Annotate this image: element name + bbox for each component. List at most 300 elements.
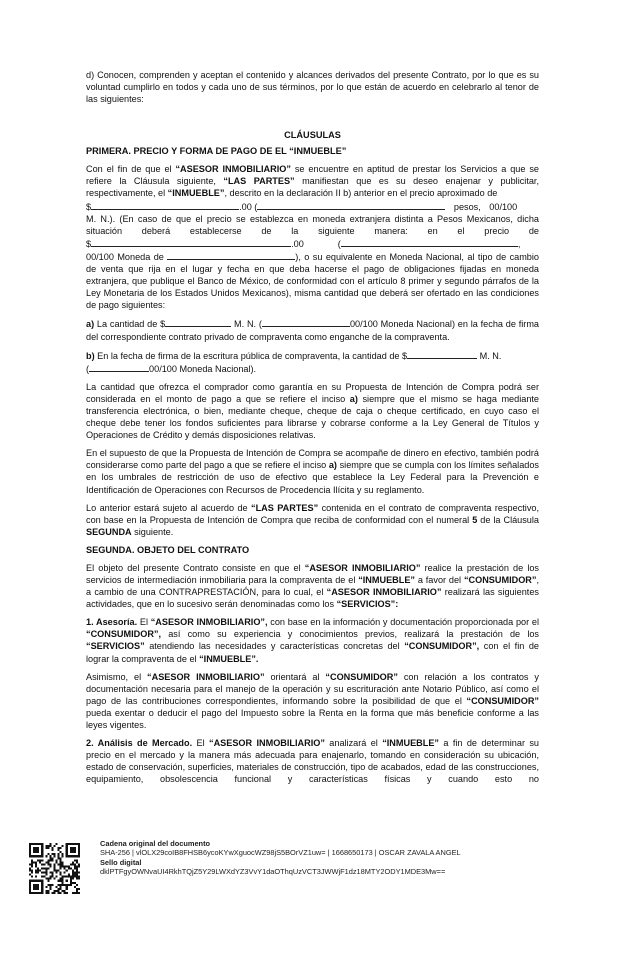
qr-module (29, 882, 31, 884)
qr-module (72, 892, 74, 894)
qr-module (62, 861, 64, 863)
qr-module (68, 884, 70, 886)
qr-module (51, 884, 53, 886)
qr-module (78, 865, 80, 867)
qr-module (70, 843, 72, 845)
qr-module (31, 870, 33, 872)
qr-module (53, 878, 55, 880)
qr-module (31, 872, 33, 874)
qr-module (66, 876, 68, 878)
qr-module (70, 880, 72, 882)
qr-module (49, 888, 51, 890)
qr-module (45, 870, 47, 872)
qr-module (37, 855, 39, 857)
qr-module (39, 861, 41, 863)
qr-module (53, 890, 55, 892)
qr-module (66, 892, 68, 894)
qr-module (53, 863, 55, 865)
qr-module (49, 855, 51, 857)
qr-module (78, 847, 80, 849)
qr-module (76, 859, 78, 861)
qr-module (62, 853, 64, 855)
qr-module (37, 867, 39, 869)
qr-module (72, 851, 74, 853)
qr-module (29, 847, 31, 849)
qr-module (64, 872, 66, 874)
qr-module (31, 861, 33, 863)
qr-module (56, 859, 58, 861)
qr-module (62, 884, 64, 886)
qr-module (31, 892, 33, 894)
qr-module (56, 870, 58, 872)
qr-module (70, 849, 72, 851)
qr-module (66, 845, 68, 847)
qr-module (29, 886, 31, 888)
qr-module (33, 851, 35, 853)
qr-module (31, 855, 33, 857)
qr-module (47, 853, 49, 855)
qr-module (31, 843, 33, 845)
qr-module (72, 882, 74, 884)
qr-module (74, 859, 76, 861)
qr-module (58, 847, 60, 849)
qr-module (72, 874, 74, 876)
qr-module (47, 880, 49, 882)
qr-module (58, 890, 60, 892)
qr-module (31, 876, 33, 878)
qr-module (76, 855, 78, 857)
qr-module (53, 855, 55, 857)
qr-module (60, 878, 62, 880)
qr-module (49, 884, 51, 886)
cadena-value: SHA-256 | vlOLX29coIB8FHSB6ycoKYwXguocWZ98jS5BOrVZ1uw= | 1668650173 | OSCAR ZAVALA ANGEL (100, 848, 461, 858)
qr-module (29, 892, 31, 894)
qr-module (49, 859, 51, 861)
qr-module (70, 863, 72, 865)
qr-module (53, 867, 55, 869)
qr-module (31, 863, 33, 865)
qr-module (35, 843, 37, 845)
qr-module (39, 855, 41, 857)
qr-module (33, 892, 35, 894)
qr-module (33, 884, 35, 886)
qr-module (66, 870, 68, 872)
qr-module (72, 872, 74, 874)
qr-module (60, 886, 62, 888)
qr-module (33, 847, 35, 849)
qr-module (62, 865, 64, 867)
qr-module (51, 857, 53, 859)
qr-module (60, 851, 62, 853)
qr-module (66, 855, 68, 857)
qr-module (41, 882, 43, 884)
qr-module (29, 849, 31, 851)
cash-paragraph: En el supuesto de que la Propuesta de Intención de Compra se acompañe de dinero en efectivo, también podrá considerarse como parte del pago a que se refiere el inciso a) siempre que se cumpla con los límites señalados en los umbrales de restricción de uso de efectivo que establece la Ley Federal para la Prevención e Identificación de Operaciones con Recursos de Procedencia Ilícita y su reglamento. (86, 448, 539, 495)
qr-module (56, 861, 58, 863)
qr-module (35, 870, 37, 872)
qr-module (64, 865, 66, 867)
qr-module (60, 867, 62, 869)
qr-module (41, 853, 43, 855)
qr-module (74, 863, 76, 865)
qr-module (49, 863, 51, 865)
qr-module (76, 884, 78, 886)
qr-module (72, 861, 74, 863)
qr-module (39, 880, 41, 882)
qr-module (35, 884, 37, 886)
primera-heading: PRIMERA. PRECIO Y FORMA DE PAGO DE EL “INMUEBLE” (86, 146, 347, 157)
qr-module (72, 847, 74, 849)
qr-module (76, 876, 78, 878)
qr-module (66, 888, 68, 890)
qr-module (51, 874, 53, 876)
qr-module (74, 876, 76, 878)
qr-module (41, 872, 43, 874)
qr-module (58, 863, 60, 865)
qr-module (56, 886, 58, 888)
qr-module (62, 878, 64, 880)
qr-module (58, 855, 60, 857)
sello-label: Sello digital (100, 857, 142, 867)
qr-module (35, 888, 37, 890)
qr-module (76, 843, 78, 845)
qr-module (66, 847, 68, 849)
qr-module (41, 845, 43, 847)
qr-module (74, 855, 76, 857)
qr-module (29, 880, 31, 882)
qr-module (58, 888, 60, 890)
qr-module (72, 855, 74, 857)
qr-module (29, 843, 31, 845)
qr-module (53, 865, 55, 867)
qr-module (29, 888, 31, 890)
digital-signature-block (100, 839, 540, 877)
qr-module (78, 878, 80, 880)
currency-blank[interactable] (167, 250, 295, 260)
qr-module (41, 876, 43, 878)
qr-module (78, 855, 80, 857)
qr-module (45, 845, 47, 847)
qr-module (49, 872, 51, 874)
qr-module (60, 892, 62, 894)
qr-module (53, 870, 55, 872)
qr-module (74, 867, 76, 869)
qr-module (68, 865, 70, 867)
qr-module (33, 843, 35, 845)
qr-module (76, 890, 78, 892)
qr-module (70, 876, 72, 878)
qr-module (49, 857, 51, 859)
qr-module (76, 892, 78, 894)
qr-module (35, 863, 37, 865)
qr-module (43, 876, 45, 878)
qr-module (31, 865, 33, 867)
qr-module (33, 888, 35, 890)
qr-module (78, 849, 80, 851)
asesoria-paragraph: 1. Asesoría. El “ASESOR INMOBILIARIO”, con base en la información y documentación proporcionada por el “CONSUMIDOR”, así como su experiencia y conocimientos previos, realizará la prestación de los “SERVICIOS” atendiendo las necesidades y características concretas del “CONSUMIDOR”, con el fin de lograr la compraventa de el “INMUEBLE”. (86, 617, 539, 664)
qr-module (76, 878, 78, 880)
qr-module (35, 886, 37, 888)
qr-module (51, 892, 53, 894)
qr-module (62, 845, 64, 847)
qr-module (78, 892, 80, 894)
qr-module (29, 890, 31, 892)
qr-module (78, 863, 80, 865)
qr-module (33, 886, 35, 888)
qr-module (74, 892, 76, 894)
qr-module (41, 888, 43, 890)
guarantee-paragraph: La cantidad que ofrezca el comprador como garantía en su Propuesta de Intención de Compra podrá ser considerada en el monto de pago a que se refiere el inciso a) siempre que el mismo se haga mediante transferencia electrónica, o bien, mediante cheque, cheque de caja o cheque certificado, en cuyo caso el cheque debe tener los fondos suficientes para librarse y cobrarse conforme a la Ley General de Títulos y Operaciones de Crédito y demás disposiciones relativas. (86, 381, 539, 441)
qr-module (33, 849, 35, 851)
qr-module (64, 884, 66, 886)
qr-module (58, 857, 60, 859)
qr-module (45, 892, 47, 894)
qr-module (41, 886, 43, 888)
qr-module (45, 855, 47, 857)
qr-module (56, 876, 58, 878)
qr-module (76, 867, 78, 869)
qr-module (45, 861, 47, 863)
qr-module (66, 843, 68, 845)
qr-module (60, 880, 62, 882)
qr-module (51, 853, 53, 855)
qr-module (47, 861, 49, 863)
qr-module (68, 876, 70, 878)
qr-module (72, 863, 74, 865)
qr-module (45, 890, 47, 892)
qr-module (41, 880, 43, 882)
qr-module (56, 890, 58, 892)
qr-module (29, 855, 31, 857)
qr-module (68, 843, 70, 845)
intro-paragraph: d) Conocen, comprenden y aceptan el contenido y alcances derivados del presente Contrato, por lo que es su voluntad cumplirlo en todos y cada uno de sus términos, por lo que están de acuerdo en celebrarlo al tenor de las siguientes: (86, 70, 539, 105)
qr-module (35, 872, 37, 874)
qr-module (37, 847, 39, 849)
qr-module (66, 865, 68, 867)
qr-module (72, 878, 74, 880)
item-b-words-blank[interactable] (89, 362, 149, 372)
qr-module (60, 872, 62, 874)
primera-price-paragraph: Con el fin de que el “ASESOR INMOBILIARIO” se encuentre en aptitud de prestar los Servicios a que se refiere la Cláusula siguiente, “LAS PARTES” manifiestan que es su deseo enajenar y publicitar, respectivamente, el “INMUEBLE”, descrito en la declaración II b) anterior en el precio aproximado de $ .00 ( pesos, 00/100 M. N.). (En caso de que el precio se establezca en moneda extranjera distinta a Pesos Mexicanos, dicha situación deberá establecerse de la siguiente manera: en el precio de $ .00 ( , 00/100 Moneda de ), o su equivalente en Moneda Nacional, al tipo de cambio de venta que rija en el lugar y fecha en que deba hacerse el pago de obligaciones fijadas en moneda extranjera, que publique el Banco de México, de conformidad con el artículo 8 primer y segundo párrafos de la Ley Monetaria de los Estados Unidos Mexicanos), misma cantidad que deberá ser ofertado en las condiciones de pago siguientes: (86, 164, 540, 311)
qr-module (41, 884, 43, 886)
qr-module (78, 853, 80, 855)
qr-module (60, 888, 62, 890)
sello-value: dklPTFgyOWNvaUI4RkhTQjZ5Y29LWXdYZ3VvY1daOThqUzVCT3JWWjF1dz18MTY2ODY1MDE3Mw== (100, 867, 446, 877)
qr-module (47, 867, 49, 869)
qr-module (33, 855, 35, 857)
qr-module (74, 843, 76, 845)
qr-module (29, 845, 31, 847)
qr-module (41, 859, 43, 861)
price-words-blank[interactable] (257, 200, 445, 210)
qr-module (35, 876, 37, 878)
qr-module (29, 867, 31, 869)
segunda-heading: SEGUNDA. OBJETO DEL CONTRATO (86, 544, 250, 555)
qr-module (29, 851, 31, 853)
item-a-amount-blank[interactable] (165, 317, 231, 327)
qr-module (76, 888, 78, 890)
qr-module (72, 843, 74, 845)
qr-module (37, 886, 39, 888)
qr-module (60, 861, 62, 863)
qr-module (41, 849, 43, 851)
qr-module (43, 863, 45, 865)
qr-module (64, 892, 66, 894)
qr-module (33, 861, 35, 863)
qr-module (58, 892, 60, 894)
qr-module (47, 847, 49, 849)
qr-module (64, 867, 66, 869)
qr-module (60, 863, 62, 865)
qr-module (43, 867, 45, 869)
qr-module (76, 870, 78, 872)
qr-module (56, 872, 58, 874)
qr-module (33, 880, 35, 882)
cadena-label: Cadena original del documento (100, 839, 211, 848)
qr-module (37, 892, 39, 894)
qr-module (39, 892, 41, 894)
qr-module (70, 847, 72, 849)
qr-module (74, 874, 76, 876)
qr-module (74, 865, 76, 867)
qr-module (53, 853, 55, 855)
qr-module (51, 849, 53, 851)
qr-module (29, 863, 31, 865)
qr-module (39, 843, 41, 845)
qr-module (60, 874, 62, 876)
qr-module (76, 874, 78, 876)
qr-module (37, 880, 39, 882)
qr-module (68, 855, 70, 857)
qr-module (37, 872, 39, 874)
qr-module (74, 849, 76, 851)
qr-module (72, 849, 74, 851)
qr-module (35, 892, 37, 894)
qr-module (37, 888, 39, 890)
qr-module (66, 851, 68, 853)
qr-module (29, 870, 31, 872)
qr-module (41, 847, 43, 849)
qr-module (70, 851, 72, 853)
qr-module (35, 849, 37, 851)
qr-module (66, 886, 68, 888)
qr-module (49, 843, 51, 845)
qr-module (62, 880, 64, 882)
qr-module (58, 849, 60, 851)
qr-module (74, 886, 76, 888)
qr-module (74, 882, 76, 884)
qr-module (72, 876, 74, 878)
qr-module (76, 861, 78, 863)
qr-module (31, 880, 33, 882)
qr-module (78, 843, 80, 845)
qr-module (68, 867, 70, 869)
qr-module (74, 872, 76, 874)
qr-module (39, 859, 41, 861)
qr-module (47, 878, 49, 880)
qr-module (29, 884, 31, 886)
qr-module (35, 880, 37, 882)
foreign-price-blank[interactable] (91, 237, 291, 247)
price-amount-blank[interactable] (91, 200, 239, 210)
qr-module (62, 855, 64, 857)
qr-module (66, 880, 68, 882)
qr-module (66, 884, 68, 886)
qr-module (60, 857, 62, 859)
qr-module (74, 851, 76, 853)
foreign-price-words-blank[interactable] (341, 237, 518, 247)
qr-module (58, 880, 60, 882)
qr-module (66, 849, 68, 851)
qr-module (45, 878, 47, 880)
contract-page (86, 69, 539, 786)
qr-module (70, 878, 72, 880)
qr-module (47, 863, 49, 865)
item-a-words-blank[interactable] (262, 317, 350, 327)
qr-module (45, 867, 47, 869)
qr-module (64, 890, 66, 892)
qr-module (41, 892, 43, 894)
qr-module (78, 876, 80, 878)
clausulas-title: CLÁUSULAS (284, 130, 341, 141)
qr-module (64, 876, 66, 878)
qr-module (41, 890, 43, 892)
qr-module (62, 863, 64, 865)
qr-module (45, 847, 47, 849)
qr-module (37, 849, 39, 851)
qr-module (29, 874, 31, 876)
qr-module (62, 876, 64, 878)
qr-module (47, 890, 49, 892)
qr-module (62, 882, 64, 884)
qr-module (74, 847, 76, 849)
qr-module (60, 865, 62, 867)
qr-module (35, 855, 37, 857)
qr-module (53, 845, 55, 847)
qr-module (39, 870, 41, 872)
qr-module (51, 872, 53, 874)
qr-module (41, 863, 43, 865)
qr-module (68, 874, 70, 876)
qr-module (47, 859, 49, 861)
asimismo-paragraph: Asimismo, el “ASESOR INMOBILIARIO” orientará al “CONSUMIDOR” con relación a los contratos y documentación necesaria para el manejo de la operación y su escrituración ante Notario Público, así como el pago de las contribuciones correspondientes, informando sobre la posibilidad de que el “CONSUMIDOR” pueda exentar o deducir el pago del Impuesto sobre la Renta en la forma que más beneficie conforme a las leyes vigentes. (86, 671, 539, 731)
qr-module (49, 886, 51, 888)
item-b-amount-blank[interactable] (407, 349, 477, 359)
qr-module (41, 855, 43, 857)
qr-module (58, 853, 60, 855)
qr-module (78, 872, 80, 874)
qr-module (78, 888, 80, 890)
qr-module (70, 855, 72, 857)
qr-module (78, 851, 80, 853)
qr-module (31, 859, 33, 861)
qr-module (51, 859, 53, 861)
payment-item-b: b) En la fecha de firma de la escritura pública de compraventa, la cantidad de $ M. N. ( 00/100 Moneda Nacional). (86, 350, 502, 374)
qr-module (35, 861, 37, 863)
qr-module (47, 845, 49, 847)
qr-module (49, 845, 51, 847)
qr-module (47, 884, 49, 886)
qr-module (45, 874, 47, 876)
qr-module (35, 847, 37, 849)
qr-module (58, 870, 60, 872)
qr-module (43, 872, 45, 874)
qr-module (70, 867, 72, 869)
qr-module (51, 876, 53, 878)
qr-module (70, 884, 72, 886)
qr-module (62, 890, 64, 892)
qr-module (29, 853, 31, 855)
